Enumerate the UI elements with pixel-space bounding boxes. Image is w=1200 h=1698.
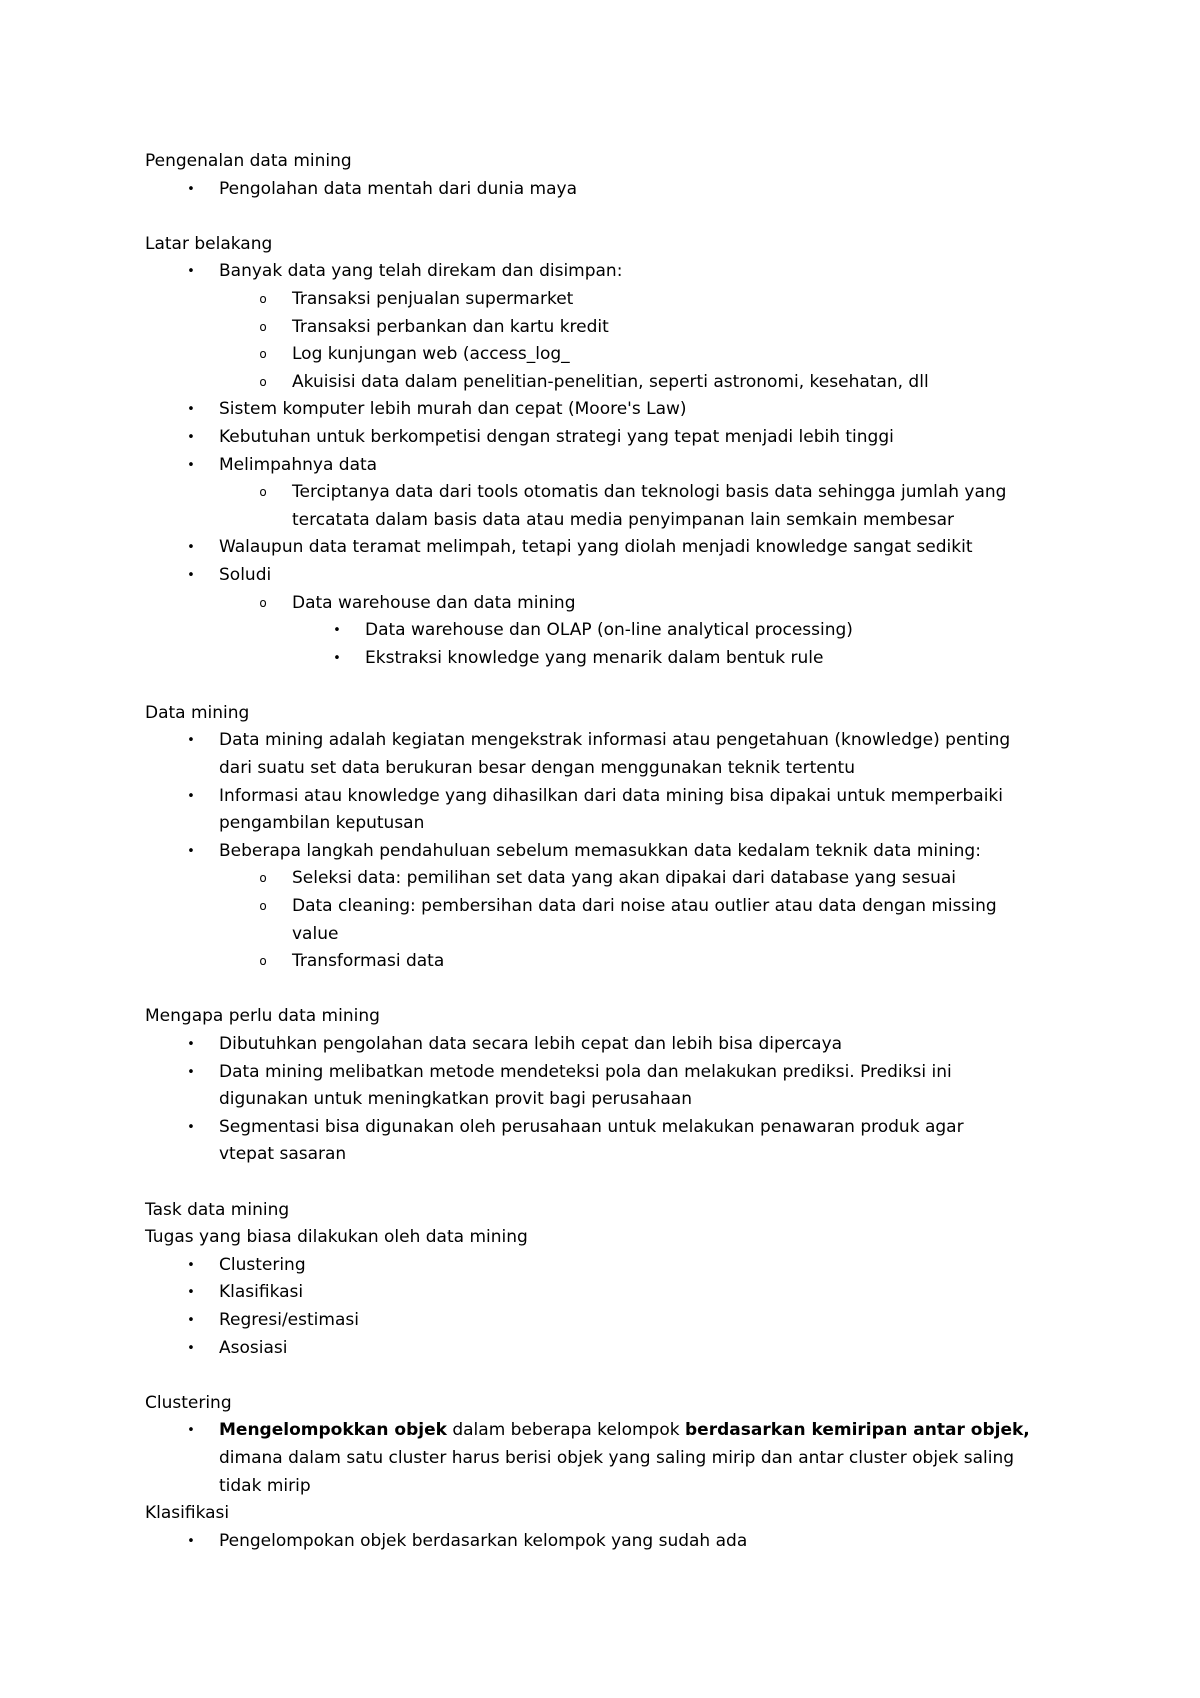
list-item: • Melimpahnya data [145, 452, 1065, 480]
list-item-continuation: digunakan untuk meningkatkan provit bagi perusahaan [219, 1089, 692, 1110]
circle-bullet-icon: o [259, 899, 267, 914]
list-item: • Klasifikasi [145, 1279, 1065, 1307]
list-item: • Segmentasi bisa digunakan oleh perusahaan untuk melakukan penawaran produk agar [145, 1114, 1065, 1142]
circle-bullet-icon: o [259, 347, 267, 362]
circle-bullet-icon: o [259, 595, 267, 610]
bold-text: berdasarkan kemiripan antar objek, [685, 1420, 1030, 1441]
bullet-icon: • [187, 181, 195, 197]
bold-text: Mengelompokkan objek [219, 1420, 447, 1441]
text: dalam beberapa kelompok [446, 1420, 685, 1441]
list-item-continuation: pengambilan keputusan [219, 813, 425, 834]
circle-bullet-icon: o [259, 374, 267, 389]
bullet-icon: • [187, 264, 195, 280]
list-item: • Data mining adalah kegiatan mengekstrak informasi atau pengetahuan (knowledge) penting [145, 727, 1065, 755]
sub-list-item: o Transformasi data [145, 948, 1065, 976]
bullet-icon: • [187, 540, 195, 556]
bullet-icon: • [187, 1533, 195, 1549]
list-item-continuation: tidak mirip [219, 1475, 311, 1496]
list-item: • Beberapa langkah pendahuluan sebelum memasukkan data kedalam teknik data mining: [145, 838, 1065, 866]
sub-list-item: o Transaksi penjualan supermarket [145, 286, 1065, 314]
list-item: • Soludi [145, 562, 1065, 590]
section-heading: Mengapa perlu data mining [145, 1006, 380, 1027]
bullet-icon: • [187, 733, 195, 749]
bullet-icon: • [333, 623, 341, 639]
bullet-icon: • [187, 567, 195, 583]
bullet-icon: • [187, 1312, 195, 1328]
bullet-icon: • [187, 1285, 195, 1301]
list-item-continuation: vtepat sasaran [219, 1144, 347, 1165]
bullet-icon: • [187, 402, 195, 418]
bullet-icon: • [187, 1340, 195, 1356]
section-subheading: Tugas yang biasa dilakukan oleh data mining [145, 1227, 528, 1248]
bullet-icon: • [187, 1257, 195, 1273]
list-item: • Pengolahan data mentah dari dunia maya [145, 176, 1065, 204]
list-item: • Walaupun data teramat melimpah, tetapi yang diolah menjadi knowledge sangat sedikit [145, 534, 1065, 562]
list-item: • Sistem komputer lebih murah dan cepat (Moore's Law) [145, 396, 1065, 424]
list-item: • Asosiasi [145, 1335, 1065, 1363]
bullet-icon: • [187, 788, 195, 804]
circle-bullet-icon: o [259, 871, 267, 886]
bullet-icon: • [187, 1037, 195, 1052]
bullet-icon: • [187, 429, 195, 445]
sub-sub-list-item: • Ekstraksi knowledge yang menarik dalam bentuk rule [145, 645, 1065, 673]
sub-list-item: o Data cleaning: pembersihan data dari noise atau outlier atau data dengan missing [145, 893, 1065, 921]
list-item: • Pengelompokan objek berdasarkan kelompok yang sudah ada [145, 1528, 1065, 1556]
circle-bullet-icon: o [259, 319, 267, 334]
section-heading: Klasifikasi [145, 1503, 230, 1524]
sub-sub-list-item: • Data warehouse dan OLAP (on-line analytical processing) [145, 617, 1065, 645]
list-item: • Informasi atau knowledge yang dihasilkan dari data mining bisa dipakai untuk memperbaiki [145, 783, 1065, 811]
sub-list-item-continuation: tercatata dalam basis data atau media penyimpanan lain semkain membesar [292, 509, 954, 530]
bullet-icon: • [187, 1119, 195, 1135]
list-item-continuation: dari suatu set data berukuran besar dengan menggunakan teknik tertentu [219, 758, 855, 779]
list-item: • Regresi/estimasi [145, 1307, 1065, 1335]
circle-bullet-icon: o [259, 954, 267, 969]
section-heading: Latar belakang [145, 233, 273, 254]
sub-list-item: o Data warehouse dan data mining [145, 590, 1065, 618]
sub-list-item: o Log kunjungan web (access_log_ [145, 341, 1065, 369]
bullet-icon: • [333, 650, 341, 666]
section-heading: Data mining [145, 702, 250, 723]
list-item: • Kebutuhan untuk berkompetisi dengan strategi yang tepat menjadi lebih tinggi [145, 424, 1065, 452]
sub-list-item: o Akuisisi data dalam penelitian-penelitian, seperti astronomi, kesehatan, dll [145, 369, 1065, 397]
list-item: • Data mining melibatkan metode mendeteksi pola dan melakukan prediksi. Prediksi ini [145, 1059, 1065, 1087]
bullet-icon: • [187, 457, 195, 473]
list-item: • Banyak data yang telah direkam dan disimpan: [145, 258, 1065, 286]
section-heading: Task data mining [145, 1199, 290, 1220]
list-item: • Clustering [145, 1252, 1065, 1280]
sub-list-item: o Transaksi perbankan dan kartu kredit [145, 314, 1065, 342]
circle-bullet-icon: o [259, 485, 267, 500]
bullet-icon: • [187, 1423, 195, 1439]
sub-list-item: o Seleksi data: pemilihan set data yang akan dipakai dari database yang sesuai [145, 865, 1065, 893]
list-item [145, 1417, 1065, 1445]
bullet-icon: • [187, 1064, 195, 1080]
list-item: • Dibutuhkan pengolahan data secara lebih cepat dan lebih bisa dipercaya [145, 1031, 1065, 1059]
circle-bullet-icon: o [259, 291, 267, 306]
section-heading: Clustering [145, 1392, 232, 1413]
sub-list-item: o Terciptanya data dari tools otomatis dan teknologi basis data sehingga jumlah yang [145, 479, 1065, 507]
bullet-icon: • [187, 843, 195, 859]
list-item-continuation: dimana dalam satu cluster harus berisi objek yang saling mirip dan antar cluster objek saling [219, 1447, 1015, 1468]
document-body [145, 148, 1065, 1555]
section-heading: Pengenalan data mining [145, 151, 352, 171]
sub-list-item-continuation: value [292, 923, 339, 944]
